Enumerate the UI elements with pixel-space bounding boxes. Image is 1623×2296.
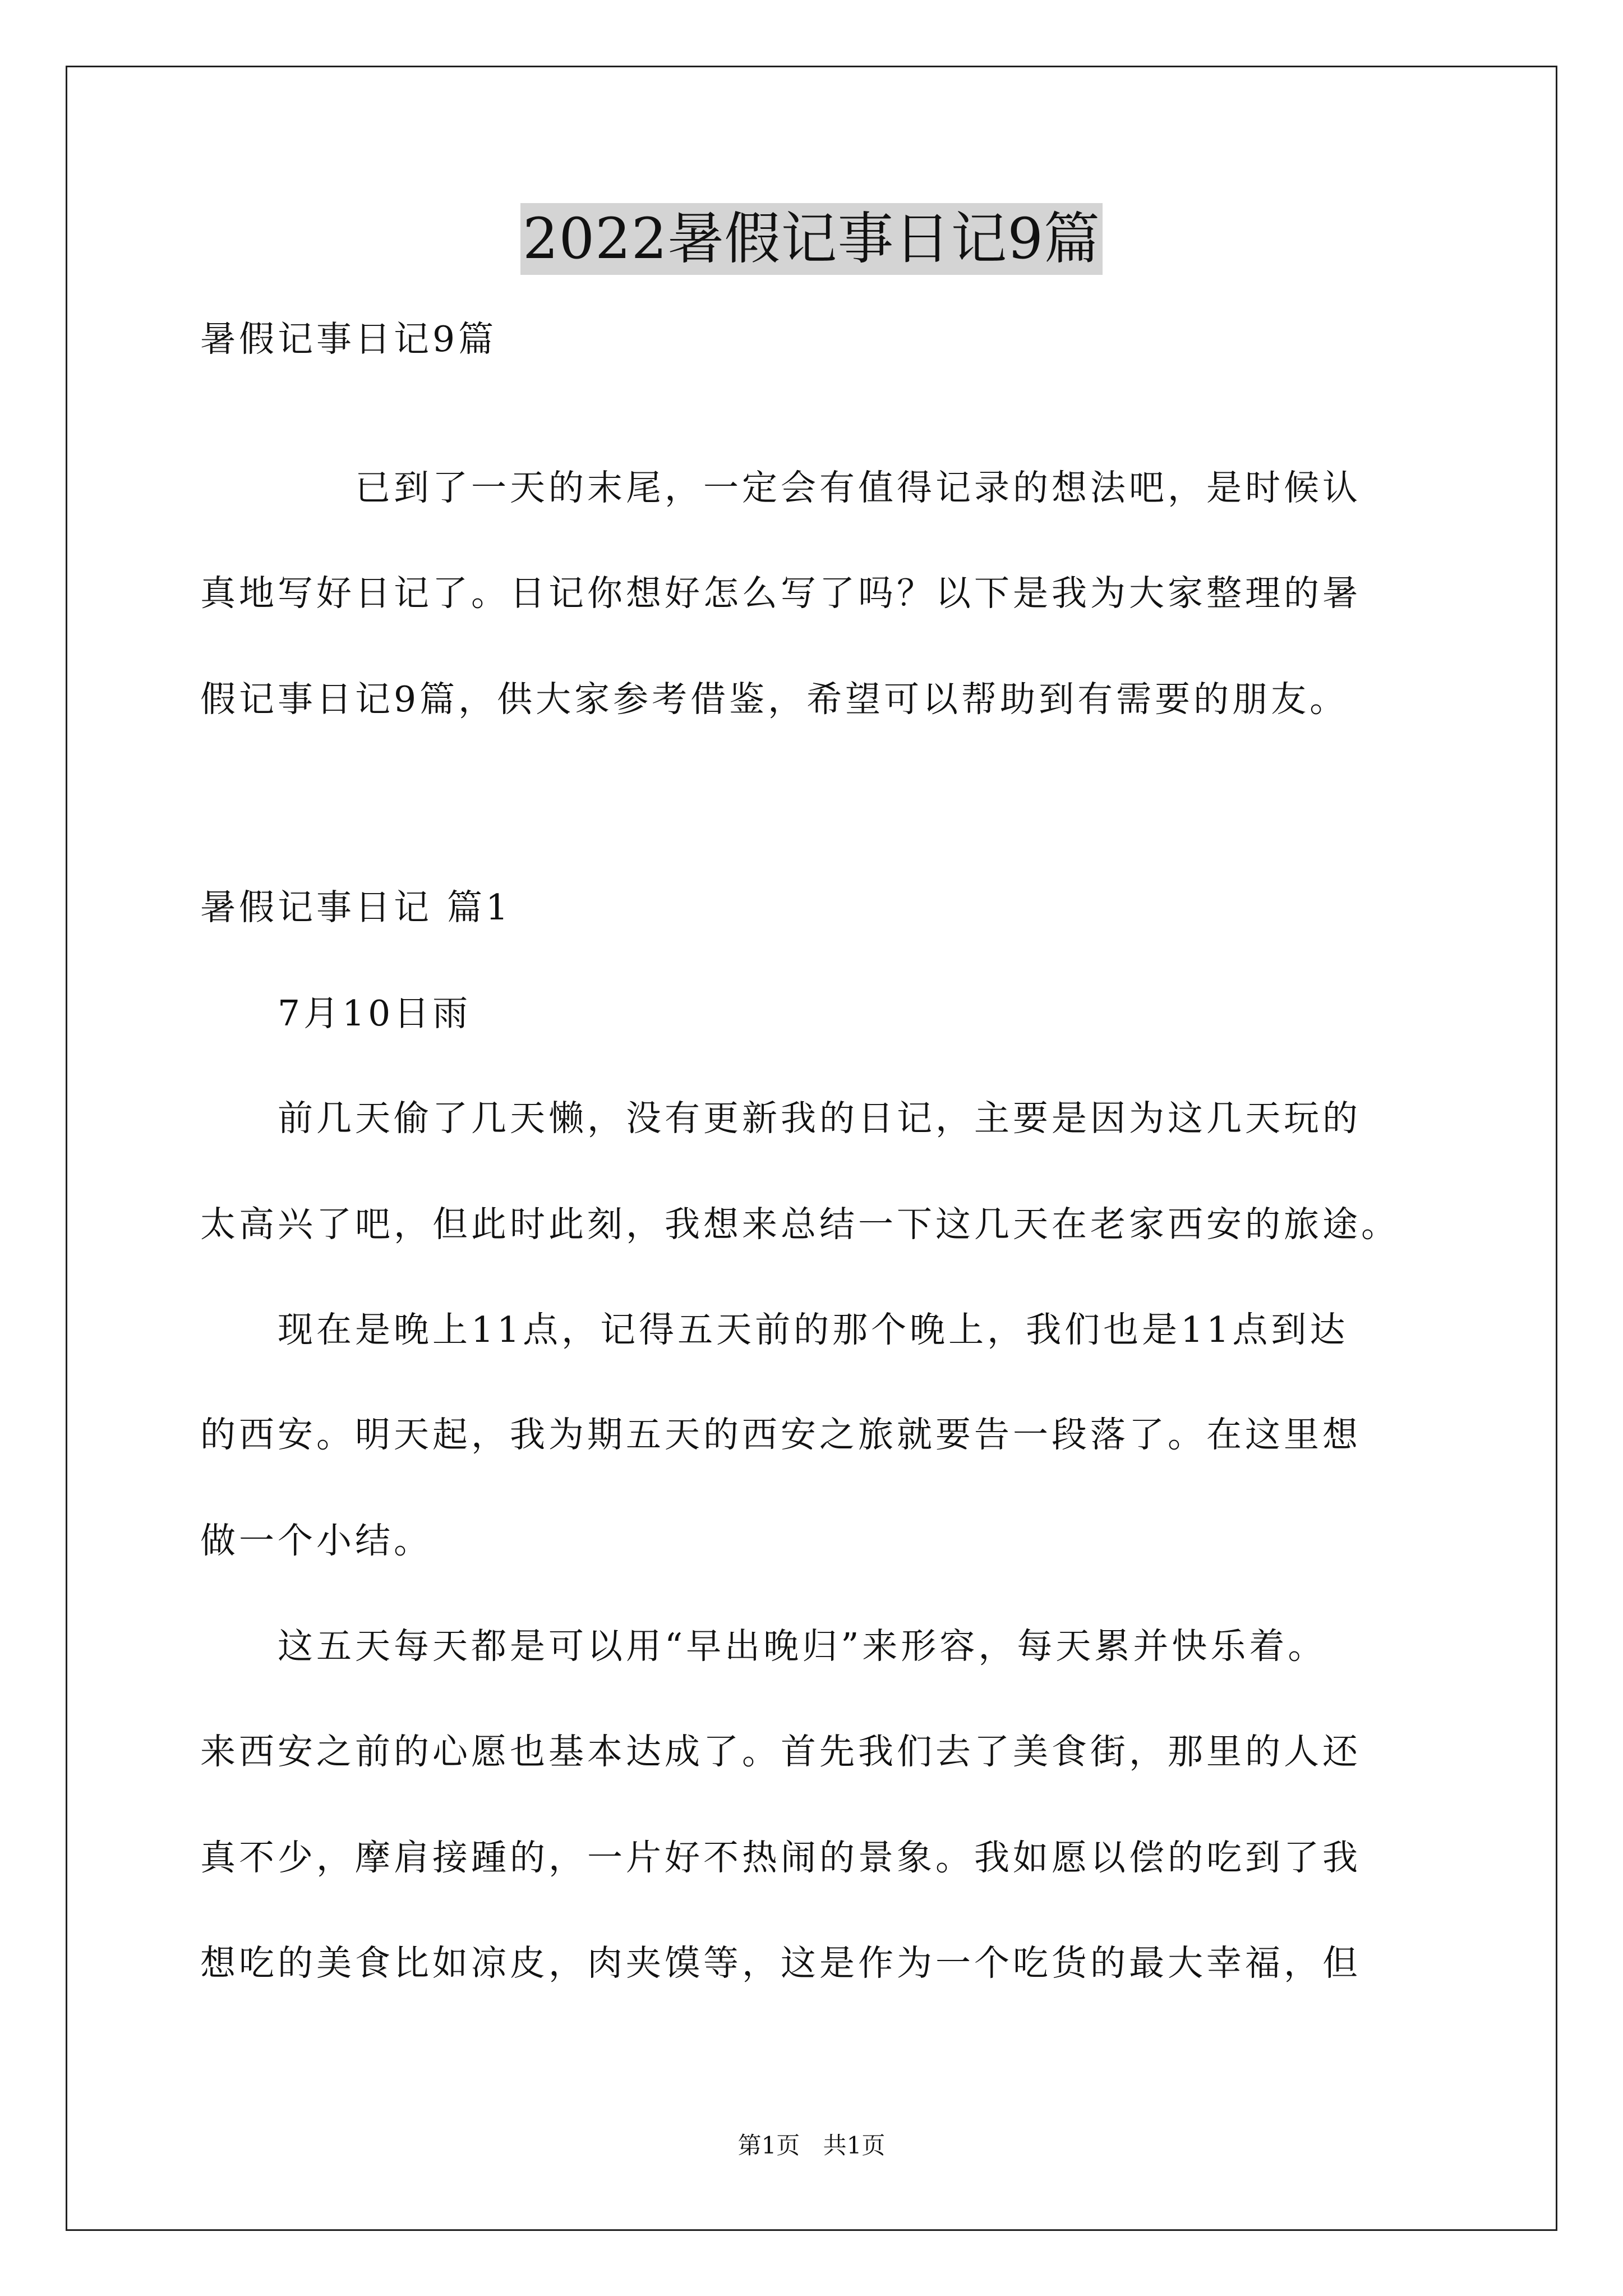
text-line: 的西安。明天起，我为期五天的西安之旅就要告一段落了。在这里想 <box>200 1414 1361 1455</box>
page-total: 共1页 <box>823 2132 886 2159</box>
text-line: 真不少，摩肩接踵的，一片好不热闹的景象。我如愿以偿的吃到了我 <box>200 1837 1361 1878</box>
text-line: 真地写好日记了。日记你想好怎么写了吗？以下是我为大家整理的暑 <box>200 573 1361 614</box>
text-line: 暑假记事日记9篇 <box>200 319 497 360</box>
section-heading: 暑假记事日记 篇1 <box>200 887 512 928</box>
page-footer <box>0 2132 1623 2160</box>
text-line: 做一个小结。 <box>200 1520 432 1561</box>
text-line: 现在是晚上11点，记得五天前的那个晚上，我们也是11点到达 <box>200 1309 1349 1350</box>
title-container <box>0 203 1623 275</box>
text-line: 7月10日雨 <box>200 993 472 1034</box>
document-title: 2022暑假记事日记9篇 <box>520 203 1103 275</box>
text-line: 已到了一天的末尾，一定会有值得记录的想法吧，是时候认 <box>200 467 1361 508</box>
text-line: 这五天每天都是可以用“早出晚归”来形容，每天累并快乐着。 <box>200 1626 1327 1667</box>
text-line: 想吃的美食比如凉皮，肉夹馍等，这是作为一个吃货的最大幸福，但 <box>200 1943 1361 1984</box>
text-line: 前几天偷了几天懒，没有更新我的日记，主要是因为这几天玩的 <box>200 1098 1361 1139</box>
text-line: 假记事日记9篇，供大家参考借鉴，希望可以帮助到有需要的朋友。 <box>200 679 1349 720</box>
text-line: 太高兴了吧，但此时此刻，我想来总结一下这几天在老家西安的旅途。 <box>200 1204 1400 1245</box>
text-line: 来西安之前的心愿也基本达成了。首先我们去了美食街，那里的人还 <box>200 1731 1361 1772</box>
page-border <box>66 66 1557 2231</box>
page-number: 第1页 <box>737 2132 800 2159</box>
